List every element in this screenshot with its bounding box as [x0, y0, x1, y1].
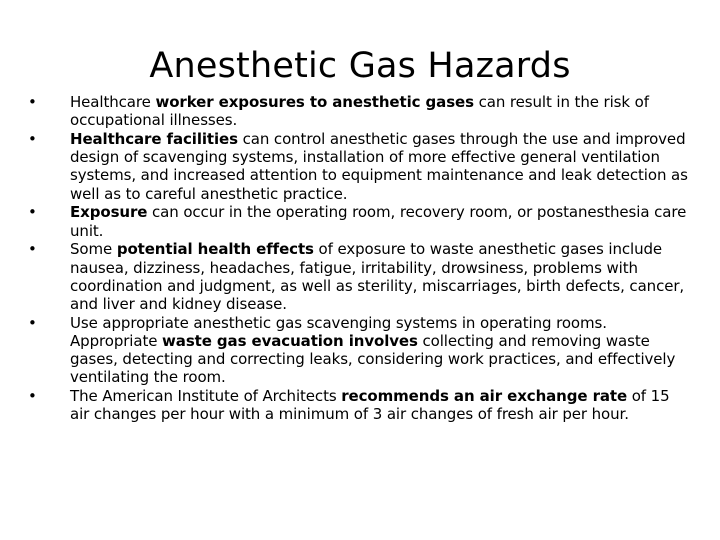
bullet-text-segment: Use appropriate anesthetic gas scavenging systems in operating rooms. Appropriate	[70, 313, 607, 351]
bullet-text-segment: can occur in the operating room, recovery room, or postanesthesia care unit.	[70, 203, 687, 240]
bullet-item	[28, 387, 688, 423]
bullet-marker: •	[28, 130, 37, 148]
bullet-emphasis: potential health effects	[116, 240, 314, 259]
bullet-marker: •	[28, 203, 37, 222]
bullet-text-segment: of 15 air changes per hour with a minimum of 3 air changes of fresh air per hour.	[70, 387, 670, 424]
bullet-list	[28, 93, 688, 424]
bullet-text-segment: can result in the risk of occupational illnesses.	[70, 93, 649, 130]
bullet-marker: •	[28, 93, 37, 111]
bullet-emphasis: waste gas evacuation involves	[162, 332, 418, 351]
bullet-text	[70, 203, 686, 239]
bullet-text	[70, 240, 684, 313]
bullet-item	[28, 203, 688, 239]
bullet-text-segment: Some	[70, 240, 117, 259]
slide-title: Anesthetic Gas Hazards	[149, 46, 571, 86]
bullet-text	[70, 93, 649, 129]
bullet-marker: •	[28, 313, 37, 332]
bullet-marker: •	[28, 240, 37, 259]
bullet-text-segment: can control anesthetic gases through the use and improved design of scavenging systems, installation of more effective general ventilation systems, and increased attention to equipment maintenance and leak detection as well as to careful anesthetic practice.	[70, 130, 688, 203]
bullet-emphasis: recommends an air exchange rate	[341, 387, 628, 406]
bullet-text	[70, 314, 675, 387]
bullet-text-segment: The American Institute of Architects	[70, 387, 342, 406]
bullet-item	[28, 314, 688, 387]
bullet-text	[70, 387, 670, 423]
bullet-text-segment: of exposure to waste anesthetic gases include nausea, dizziness, headaches, fatigue, irritability, drowsiness, problems with coordination and judgment, as well as sterility, miscarriages, birth defects, cancer, and liver and kidney disease.	[70, 240, 685, 314]
bullet-emphasis: worker exposures to anesthetic gases	[155, 93, 474, 111]
bullet-emphasis: Healthcare facilities	[70, 130, 238, 148]
bullet-item	[28, 240, 688, 313]
bullet-item	[28, 130, 688, 203]
bullet-emphasis: Exposure	[70, 203, 148, 222]
bullet-text-segment: collecting and removing waste gases, detecting and correcting leaks, considering work practices, and effectively ventilating the room.	[70, 332, 676, 387]
bullet-text-segment: Healthcare	[70, 93, 156, 111]
bullet-text	[70, 130, 688, 203]
bullet-item	[28, 93, 688, 129]
bullet-marker: •	[28, 387, 37, 406]
